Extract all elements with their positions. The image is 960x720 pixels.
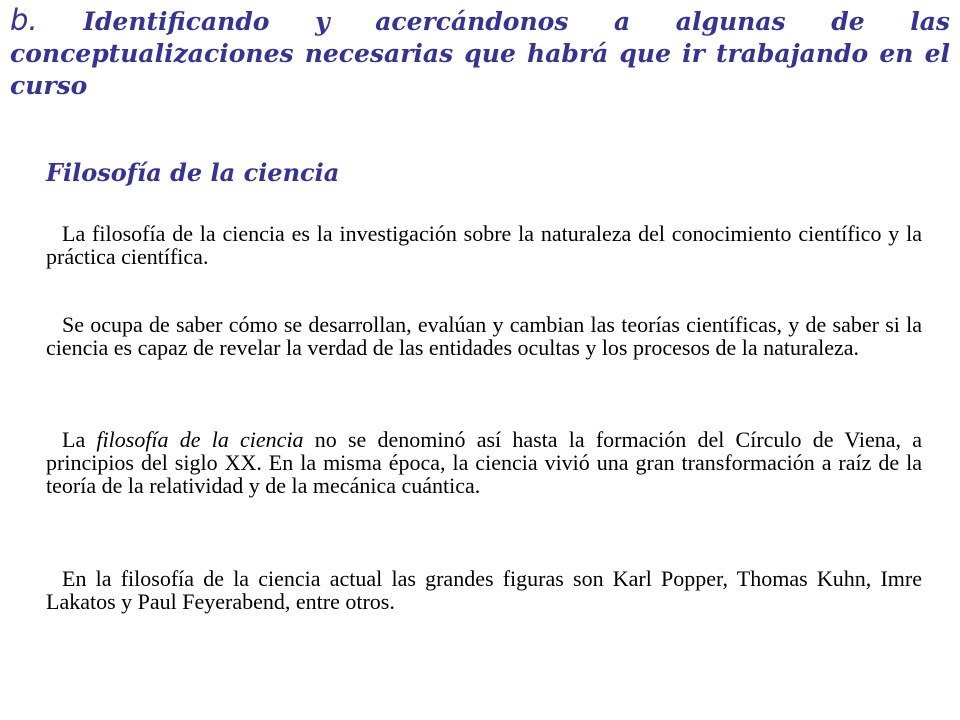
heading-text: Identificando y acercándonos a algunas de las conceptualizaciones necesarias que habrá que ir trabajando en el curso [10, 7, 950, 100]
slide-heading [10, 4, 950, 102]
paragraph-history-before: La [62, 427, 97, 452]
section-title: Filosofía de la ciencia [46, 158, 340, 187]
paragraph-history-after: no se denominó así hasta la formación del Círculo de Viena, a principios del siglo XX. En la misma época, la ciencia vivió una gran transformación a raíz de la teoría de la relatividad y de la mecánica cuántica. [46, 427, 922, 498]
paragraph-figures: En la filosofía de la ciencia actual las grandes figuras son Karl Popper, Thomas Kuhn, Imre Lakatos y Paul Feyerabend, entre otros. [46, 566, 922, 614]
paragraph-scope: Se ocupa de saber cómo se desarrollan, evalúan y cambian las teorías científicas, y de saber si la ciencia es capaz de revelar la verdad de las entidades ocultas y los procesos de la naturaleza. [46, 312, 922, 360]
heading-marker: b. [10, 3, 38, 37]
paragraph-definition: La filosofía de la ciencia es la investigación sobre la naturaleza del conocimiento científico y la práctica científica. [46, 221, 922, 269]
paragraph-history [46, 428, 922, 497]
paragraph-history-emphasis: filosofía de la ciencia [96, 427, 304, 452]
